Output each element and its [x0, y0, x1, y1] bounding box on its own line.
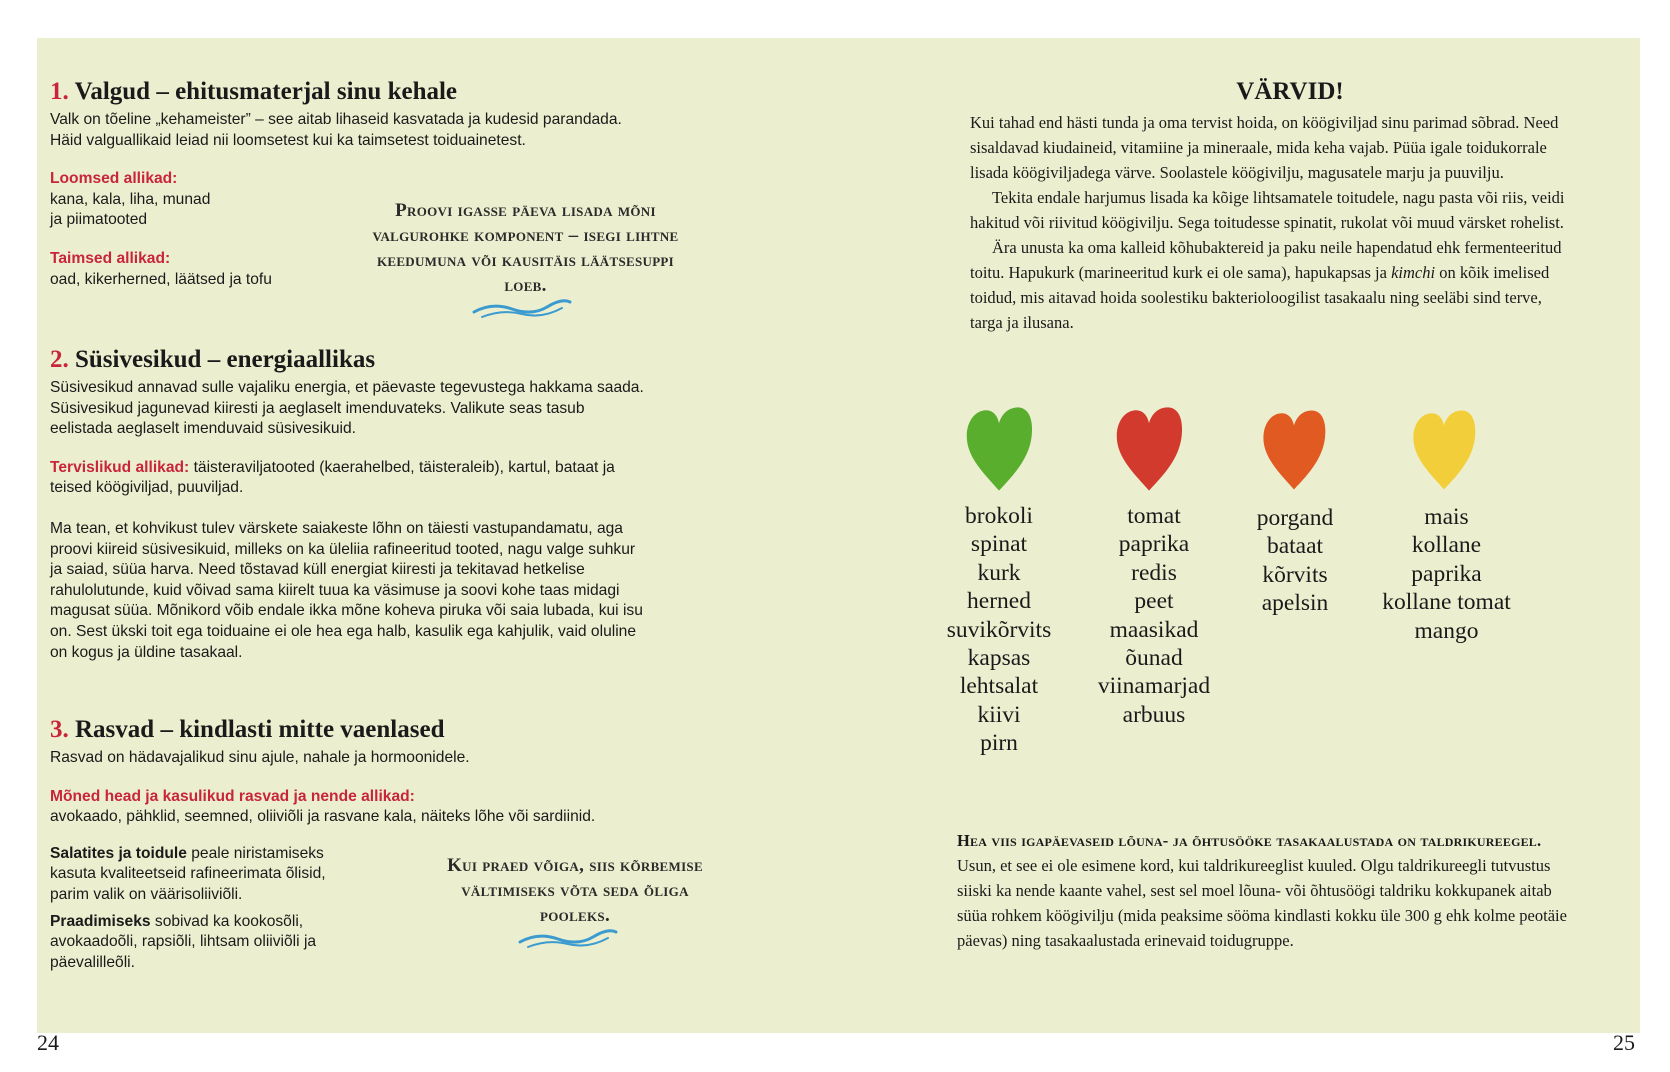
frying-oils: Praadimiseks sobivad ka kookosõli, avokaadoõli, rapsiõli, lihtsam oliiviõli ja päevalilleõli. — [50, 912, 317, 971]
red-heart-icon — [1113, 406, 1185, 492]
list-item: porgand — [1256, 505, 1334, 531]
list-item: kõrvits — [1262, 561, 1328, 588]
fats-text: Rasvad on hädavajalikud sinu ajule, nahale ja hormoonidele. — [50, 749, 470, 766]
list-item: pirn — [980, 730, 1018, 757]
salad-oils: Salatites ja toidule peale niristamiseks kasuta kvaliteetseid rafineerimata õlisid, parim valik on väärisoliiviõli. — [50, 844, 326, 903]
green-heart-icon — [963, 406, 1035, 492]
good-fats: Mõned head ja kasulikud rasvad ja nende allikad: avokaado, pähklid, seemned, oliiviõli ja rasvane kala, näiteks lõhe või sardiinid. — [50, 787, 596, 826]
wave-decoration-icon — [472, 298, 572, 320]
colors-intro: Kui tahad end hästi tunda ja oma tervist hoida, on köögiviljad sinu parimad sõbrad. Need sisaldavad kiudaineid, vitamiine ja mineraale, mida keha vajab. Püüa igale toidukorrale lisada köögiviljadega värve. Soolastele köögivilju, magusatele marju ja puuvilju. Tekita endale harjumus lisada ka kõige lihtsamatele toitudele, nagu pasta või riis, veidi hakitud või riivitud köögivilju. Sega toitudesse spinatit, rukolat või muud värsket rohelist. Ära unusta ka oma kalleid kõhubaktereid ja paku neile hapendatud ehk fermenteeritud toitu. Hapukurk (marineeritud kurk ei ole sama), hapukapsas ja kimchi on kõik imelised toidud, mis aitavad hoida soolestiku bakterioloogilist tasakaalu ning seeläbi sind terve, targa ja ilusana. — [970, 113, 1565, 332]
yellow-vegetables-list — [1359, 503, 1534, 645]
red-vegetables-list — [1074, 502, 1234, 729]
list-item: spinat — [970, 531, 1028, 558]
list-item: õunad — [1125, 645, 1183, 672]
orange-heart-icon — [1260, 408, 1328, 492]
animal-sources: Loomsed allikad: kana, kala, liha, munad ja piimatooted — [50, 170, 211, 229]
list-item: tomat — [1127, 503, 1181, 529]
green-vegetables-list — [919, 502, 1079, 758]
list-item: mango — [1414, 617, 1479, 644]
colors-title: VÄRVID! — [1236, 78, 1344, 105]
plate-rule-paragraph: Hea viis igapäevaseid lõuna- ja õhtusööke tasakaalustada on taldrikureegel. Usun, et see ei ole esimene kord, kui taldrikureeglist kuuled. Olgu taldrikureegli tutvustus siiski ka nende kaante vahel, sest sel moel lõuna- või õhtusöögi taldriku kokkupanek aitab süüa rohkem köögivilju (mida peaksime sööma kindlasti kokku üle 300 g ehk kolme peotäie päevas) ning tasakaalustada erinevaid toidugruppe. — [957, 831, 1567, 950]
section-proteins-title: 1. Valgud – ehitusmaterjal sinu kehale — [50, 78, 458, 105]
list-item: kollane — [1411, 532, 1482, 559]
list-item: bataat — [1266, 533, 1324, 560]
carbohydrates-text-2: Ma tean, et kohvikust tulev värskete saiakeste lõhn on täiesti vastupandamatu, aga proovi kiireid süsivesikuid, milleks on ka üleliia rafineeritud tooted, nagu valge suhkur ja saiad, süüa harva. Need tõstavad küll energiat kiiresti ja tekitavad hetkelise rahulolutunde, kuid võivad sama kiirelt tuua ka väsimuse ja soovi kohe taas midagi magusat süüa. Mõnikord võib endale ikka mõne koheva piruka või saia lubada, kui isu on. Sest ükski toit ega toiduaine ei ole hea ega halb, kasulik ega kahjulik, vaid oluline on kogus ja üldine tasakaal. — [50, 519, 643, 661]
list-item: brokoli — [965, 503, 1033, 529]
list-item: mais — [1424, 504, 1469, 530]
list-item: kiivi — [977, 701, 1021, 728]
list-item: paprika — [1411, 560, 1482, 587]
list-item: herned — [967, 588, 1031, 615]
section-carbohydrates-title: 2. Süsivesikud – energiaallikas — [50, 346, 376, 373]
orange-vegetables-list — [1220, 504, 1370, 618]
section-fats-title: 3. Rasvad – kindlasti mitte vaenlased — [50, 716, 445, 743]
list-item: maasikad — [1109, 616, 1199, 643]
page-number-left: 24 — [37, 1030, 59, 1055]
section-carbohydrates — [50, 346, 710, 663]
proteins-text: Valk on tõeline „kehameister” – see aitab lihaseid kasvatada ja kudesid parandada. Häid valguallikaid leiad nii loomsetest kui ka taimsetest toiduainetest. — [50, 111, 622, 149]
page-number-right: 25 — [1613, 1030, 1635, 1055]
healthy-sources: Tervislikud allikad: täisteraviljatooted (kaerahelbed, täisteraleib), kartul, bataat ja teised köögiviljad, puuviljad. — [50, 458, 615, 497]
list-item: peet — [1134, 588, 1174, 615]
yellow-heart-icon — [1410, 408, 1478, 492]
list-item: suvikõrvits — [946, 616, 1052, 643]
list-item: kurk — [977, 559, 1021, 586]
butter-tip: Kui praed võiga, siis kõrbemise vältimiseks võta seda õliga pooleks. — [447, 855, 703, 926]
list-item: arbuus — [1122, 701, 1186, 728]
plant-sources: Taimsed allikad: oad, kikerherned, läätsed ja tofu — [50, 249, 272, 288]
list-item: apelsin — [1261, 590, 1329, 617]
wave-decoration-icon — [518, 928, 618, 950]
list-item: kollane tomat — [1382, 589, 1511, 616]
list-item: paprika — [1118, 531, 1190, 558]
carbohydrates-text: Süsivesikud annavad sulle vajaliku energia, et päevaste tegevustega hakkama saada. Süsivesikud jagunevad kiiresti ja aeglaselt imenduvateks. Valikute seas tasub eelistada aeglaselt imenduvaid süsivesikuid. — [50, 379, 644, 438]
list-item: redis — [1131, 559, 1177, 586]
list-item: lehtsalat — [959, 673, 1039, 700]
protein-tip: Proovi igasse päeva lisada mõni valgurohke komponent – isegi lihtne keedumuna või kausitäis läätsesuppi loeb. — [372, 200, 679, 296]
list-item: viinamarjad — [1097, 673, 1211, 700]
list-item: kapsas — [967, 645, 1031, 672]
